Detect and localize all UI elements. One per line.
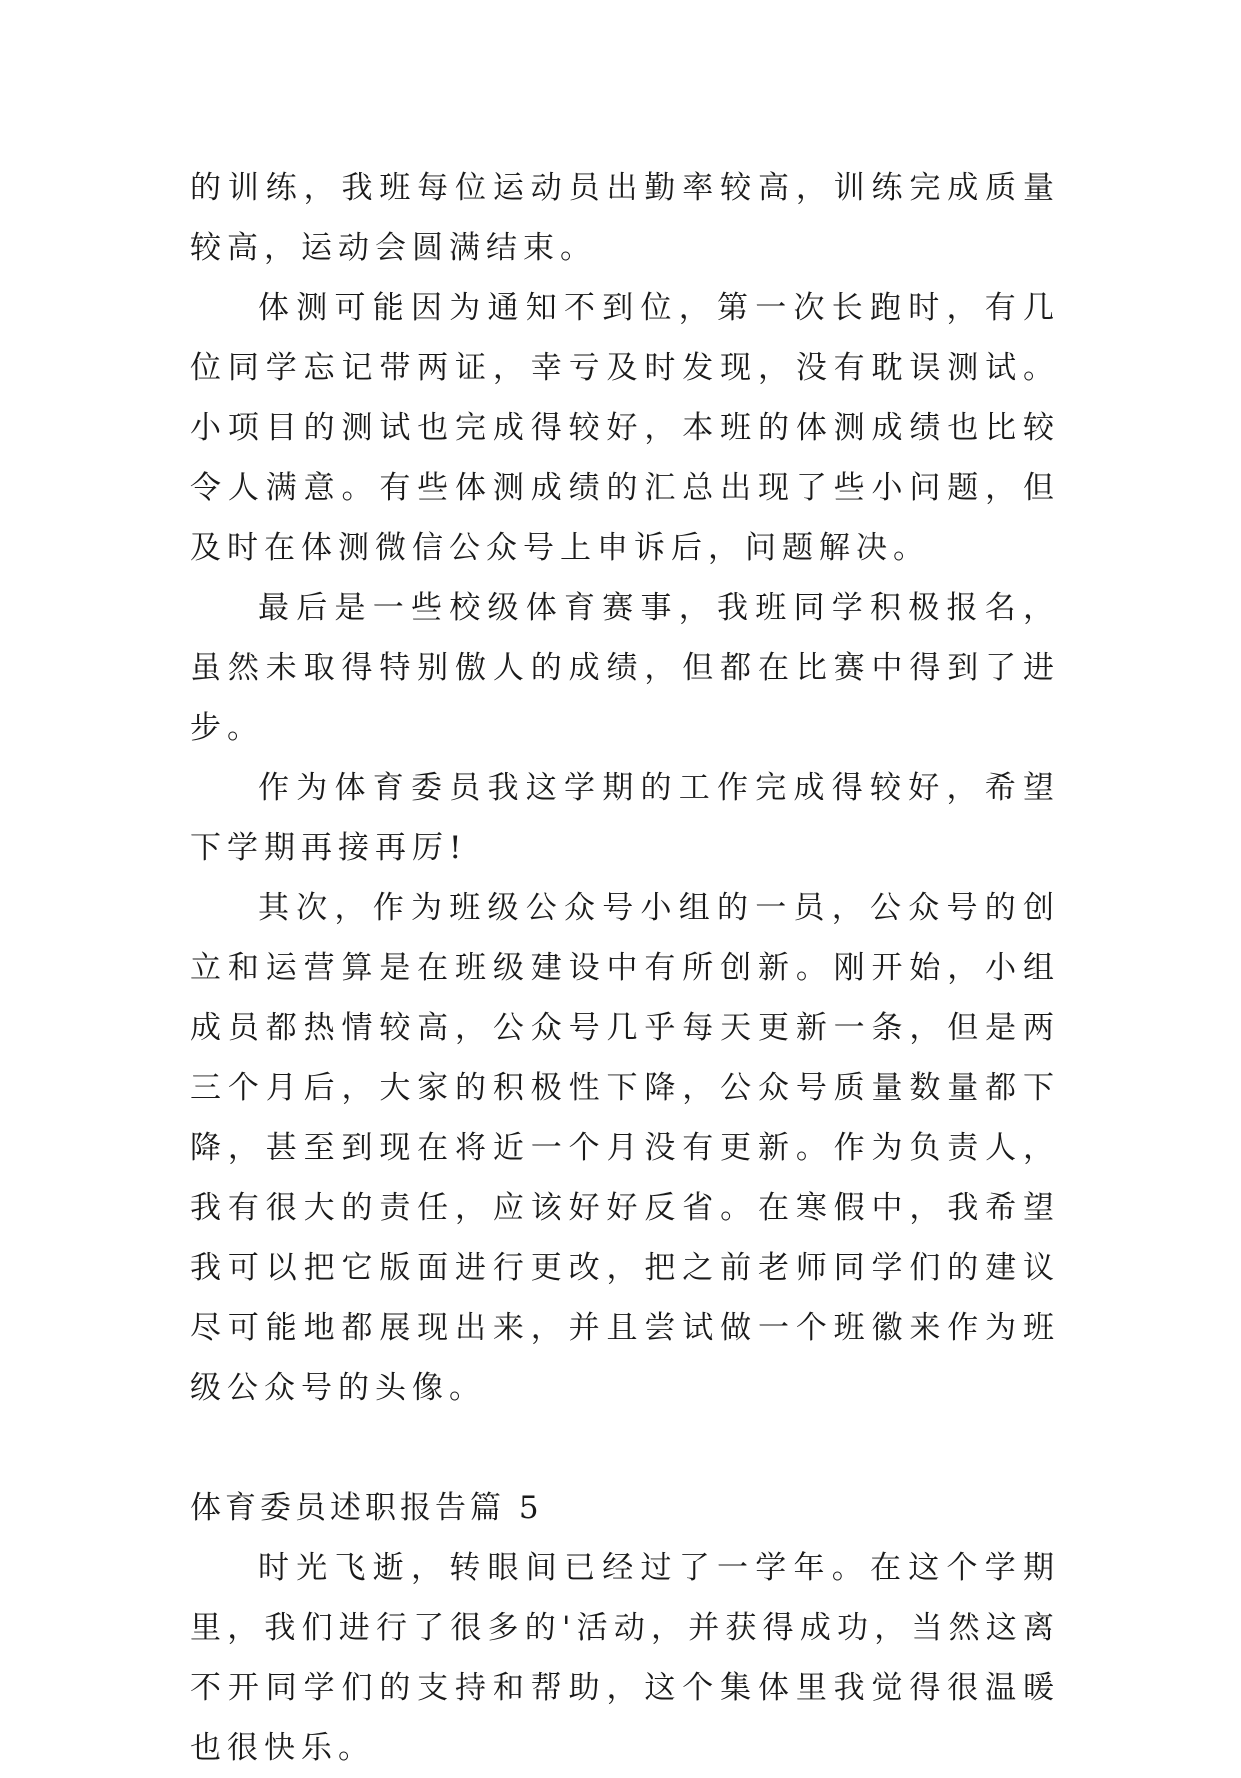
paragraph: 作为体育委员我这学期的工作完成得较好，希望下学期再接再厉! (190, 770, 1060, 866)
section-title: 体育委员述职报告篇 5 (190, 1490, 543, 1526)
paragraph: 体测可能因为通知不到位，第一次长跑时，有几位同学忘记带两证，幸亏及时发现，没有耽误测试。小项目的测试也完成得较好，本班的体测成绩也比较令人满意。有些体测成绩的汇总出现了些小问题，但及时在体测微信公众号上申诉后，问题解决。 (190, 290, 1060, 566)
paragraph: 时光飞逝，转眼间已经过了一学年。在这个学期里，我们进行了很多的'活动，并获得成功，当然这离不开同学们的支持和帮助，这个集体里我觉得很温暖也很快乐。 (190, 1550, 1060, 1766)
paragraph: 其次，作为班级公众号小组的一员，公众号的创立和运营算是在班级建设中有所创新。刚开始，小组成员都热情较高，公众号几乎每天更新一条，但是两三个月后，大家的积极性下降，公众号质量数量都下降，甚至到现在将近一个月没有更新。作为负责人，我有很大的责任，应该好好反省。在寒假中，我希望我可以把它版面进行更改，把之前老师同学们的建议尽可能地都展现出来，并且尝试做一个班徽来作为班级公众号的头像。 (190, 890, 1060, 1406)
paragraph: 最后是一些校级体育赛事，我班同学积极报名，虽然未取得特别傲人的成绩，但都在比赛中得到了进步。 (190, 590, 1060, 746)
document-body (190, 158, 1060, 1778)
paragraph: 的训练，我班每位运动员出勤率较高，训练完成质量较高，运动会圆满结束。 (190, 170, 1060, 266)
